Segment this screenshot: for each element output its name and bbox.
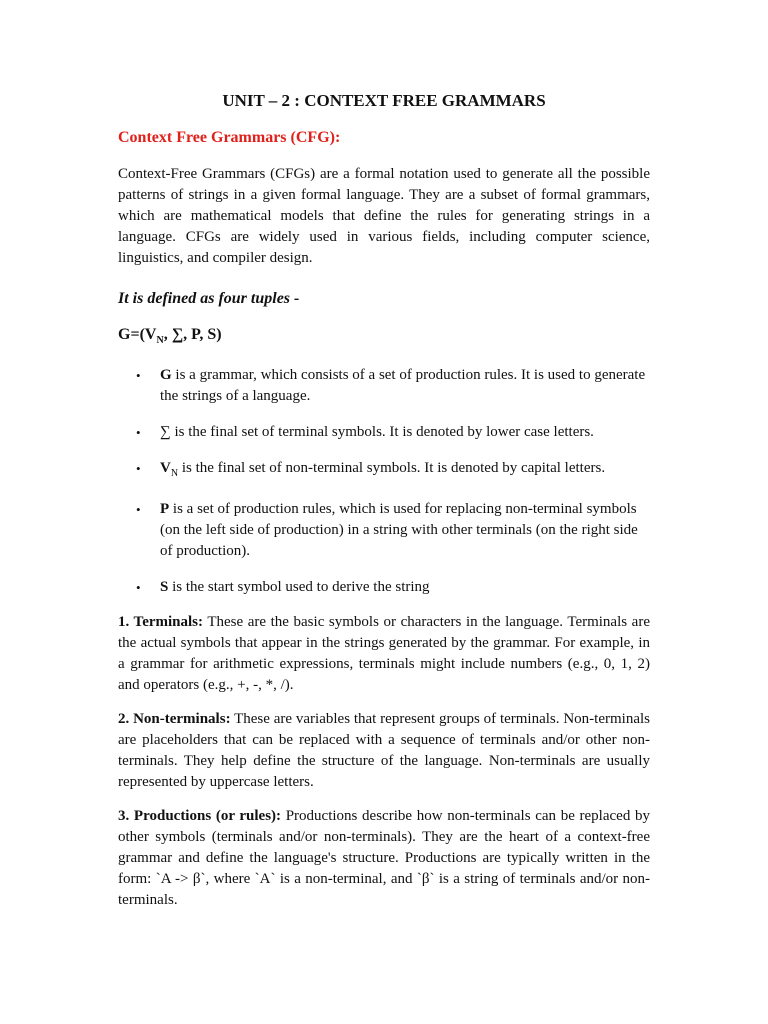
bullet-text: is the final set of terminal symbols. It is denoted by lower case letters. <box>170 424 594 441</box>
bullet-text: is a set of production rules, which is used for replacing non-terminal symbols (on the left side of production) in a string with other terminals (on the right side of production). <box>160 501 638 560</box>
numbered-text: These are variables that represent groups of terminals. Non-terminals are placeholders that can be replaced with a sequence of terminals and/or other non-terminals. They help define the structure of the language. Non-terminals are usually represented by uppercase letters. <box>118 711 650 791</box>
formula-subscript: N <box>156 335 164 347</box>
page-title: UNIT – 2 : CONTEXT FREE GRAMMARS <box>222 91 546 110</box>
bullet-item <box>136 458 650 484</box>
numbered-text: These are the basic symbols or characters in the language. Terminals are the actual symbols that appear in the strings generated by the grammar. For example, in a grammar for arithmetic expressions, terminals might include numbers (e.g., 0, 1, 2) and operators (e.g., +, -, *, /). <box>118 614 650 694</box>
bullet-text: is the final set of non-terminal symbols. It is denoted by capital letters. <box>178 460 606 477</box>
numbered-label: 2. Non-terminals: <box>118 711 231 728</box>
section-heading: Context Free Grammars (CFG): <box>118 129 341 146</box>
bullet-text: is a grammar, which consists of a set of production rules. It is used to generate the strings of a language. <box>160 367 646 405</box>
bullet-icon: • <box>136 461 141 477</box>
bullet-item <box>136 577 650 598</box>
bullet-item <box>136 422 650 443</box>
document-page <box>118 84 650 911</box>
bullet-term: ∑ <box>160 424 171 441</box>
bullet-text: is the start symbol used to derive the string <box>168 579 430 596</box>
bullet-icon: • <box>136 368 141 384</box>
bullet-icon: • <box>136 502 141 518</box>
intro-paragraph: Context-Free Grammars (CFGs) are a formal notation used to generate all the possible patterns of strings in a given formal language. They are a subset of formal grammars, which are mathematical models that define the rules for generating strings in a language. CFGs are widely used in various fields, including computer science, linguistics, and compiler design. <box>118 166 650 266</box>
numbered-paragraph-productions <box>118 806 650 911</box>
tuple-heading: It is defined as four tuples - <box>118 290 300 307</box>
bullet-term: V <box>160 460 171 477</box>
numbered-paragraph-non-terminals <box>118 709 650 793</box>
numbered-text: Productions describe how non-terminals can be replaced by other symbols (terminals and/or non-terminals). They are the heart of a context-free grammar and define the language's structure. Productions are typically written in the form: `A -> β`, where `A` is a non-terminal, and `β` is a string of terminals and/or non-terminals. <box>118 808 650 909</box>
numbered-paragraph-terminals <box>118 612 650 696</box>
bullet-term: P <box>160 501 170 518</box>
numbered-label: 1. Terminals: <box>118 614 204 631</box>
bullet-item <box>136 499 650 562</box>
bullet-icon: • <box>136 425 141 441</box>
bullet-term: S <box>160 579 169 596</box>
formula-prefix: G=(V <box>118 326 157 343</box>
tuple-bullet-list <box>118 365 650 598</box>
grammar-formula <box>118 324 650 352</box>
bullet-item <box>136 365 650 407</box>
bullet-term: G <box>160 367 172 384</box>
numbered-label: 3. Productions (or rules): <box>118 808 282 825</box>
bullet-term-subscript: N <box>170 468 179 480</box>
formula-suffix: , ∑, P, S) <box>163 326 222 343</box>
bullet-icon: • <box>136 580 141 596</box>
